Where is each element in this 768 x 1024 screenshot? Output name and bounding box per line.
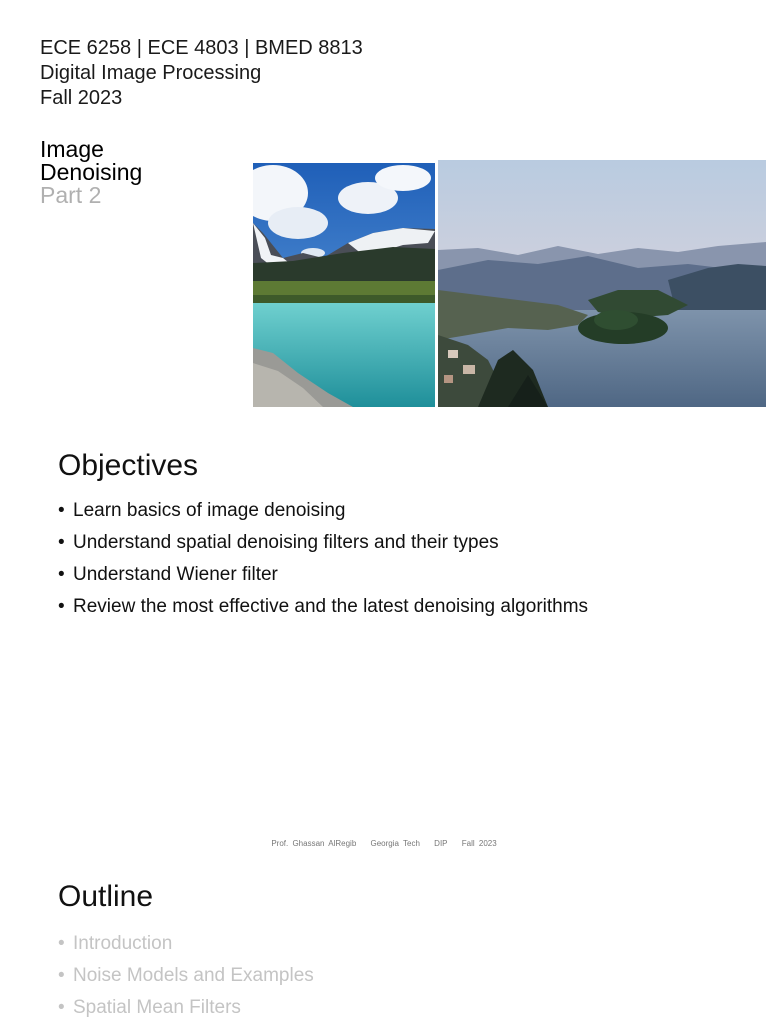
footer-term: Fall 2023 [461, 839, 497, 848]
objectives-list [58, 496, 588, 624]
bullet-icon: • [58, 500, 65, 521]
course-term: Fall 2023 [40, 87, 123, 109]
list-item: • Understand spatial denoising filters and their types [58, 528, 588, 560]
topic-line-2: Denoising [40, 159, 143, 185]
topic-title [40, 138, 142, 207]
topic-part: Part 2 [40, 182, 102, 208]
bullet-icon: • [58, 997, 65, 1018]
bullet-icon: • [58, 596, 65, 617]
slide-footer [0, 839, 768, 848]
bullet-icon: • [58, 933, 65, 954]
lake-town-photo [438, 160, 766, 407]
topic-line-1: Image [40, 136, 104, 162]
list-item: • Review the most effective and the latest denoising algorithms [58, 592, 588, 624]
course-codes: ECE 6258 | ECE 4803 | BMED 8813 [40, 37, 363, 59]
list-item: • Spatial Mean Filters [58, 992, 314, 1024]
list-item: • Understand Wiener filter [58, 560, 588, 592]
course-header [40, 36, 363, 111]
outline-list [58, 928, 314, 1024]
mountain-lake-photo [253, 163, 435, 407]
bullet-icon: • [58, 532, 65, 553]
bullet-icon: • [58, 965, 65, 986]
list-item: • Introduction [58, 928, 314, 960]
bullet-icon: • [58, 564, 65, 585]
list-item: • Noise Models and Examples [58, 960, 314, 992]
objectives-title: Objectives [58, 449, 199, 482]
footer-author: Prof. Ghassan AlRegib [271, 839, 357, 848]
list-item: • Learn basics of image denoising [58, 496, 588, 528]
footer-course: DIP [434, 839, 448, 848]
course-name: Digital Image Processing [40, 62, 262, 84]
outline-title: Outline [58, 880, 154, 913]
footer-school: Georgia Tech [370, 839, 420, 848]
